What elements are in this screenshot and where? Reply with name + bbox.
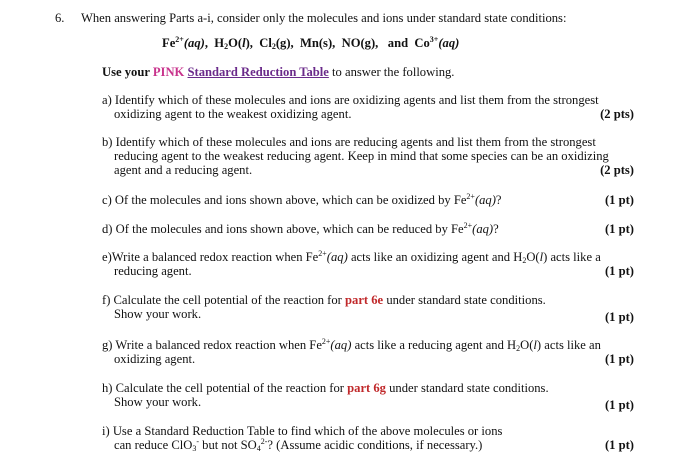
part-e-pre: e)Write a balanced redox reaction when Fe — [102, 250, 319, 264]
species-h2o-o: O( — [228, 36, 243, 50]
part-g-state: (aq) — [330, 338, 352, 352]
question-intro: When answering Parts a-i, consider only the molecules and ions under standard state conditions: — [81, 11, 567, 25]
part-b-line1: b) Identify which of these molecules and ions are reducing agents and list them from the strongest — [102, 135, 596, 149]
part-c-points: (1 pt) — [604, 193, 634, 207]
part-e-o: O( — [526, 250, 540, 264]
species-h2o-close: ), — [245, 36, 253, 50]
species-h2o-h: H — [214, 36, 225, 50]
part-e-line1 — [102, 250, 601, 264]
part-d-end: ? — [493, 222, 499, 236]
part-c-state: (aq) — [474, 193, 496, 207]
part-h-post: under standard state conditions. — [389, 381, 549, 395]
species-and: and — [387, 36, 409, 50]
part-e-sub: 2 — [522, 256, 527, 265]
part-b-points: (2 pts) — [600, 163, 634, 177]
part-a-points: (2 pts) — [600, 107, 634, 121]
species-cl: Cl — [259, 36, 272, 50]
instruction-line — [102, 65, 454, 79]
part-i-pre: can reduce ClO — [114, 438, 193, 452]
part-g-points: (1 pt) — [604, 352, 634, 366]
part-h-line1 — [102, 381, 549, 395]
instruction-table-link: Standard Reduction Table — [187, 65, 329, 79]
part-c-end: ? — [495, 193, 502, 207]
part-a-line2: oxidizing agent to the weakest oxidizing agent. — [114, 107, 352, 121]
part-i-sup1: - — [196, 437, 199, 446]
part-a-line1: a) Identify which of these molecules and ions are oxidizing agents and list them from the strongest — [102, 93, 599, 107]
part-i-sub2: 4 — [256, 444, 261, 453]
part-h-line2: Show your work. — [114, 395, 202, 409]
part-f-points: (1 pt) — [604, 310, 634, 324]
species-co-state: (aq) — [438, 36, 460, 50]
part-i-points: (1 pt) — [604, 438, 634, 452]
part-g-pre: g) Write a balanced redox reaction when Fe — [102, 338, 322, 352]
part-c-text — [102, 193, 502, 207]
part-g-sub: 2 — [516, 344, 521, 353]
instruction-suffix: to answer the following. — [332, 65, 455, 79]
part-i-mid: but not SO — [202, 438, 257, 452]
part-i-sub1: 3 — [192, 444, 197, 453]
part-f-ref: part 6e — [345, 293, 384, 307]
species-mn: Mn(s), — [299, 36, 336, 50]
part-e-charge: 2+ — [318, 249, 327, 258]
part-b-line2: reducing agent to the weakest reducing agent. Keep in mind that some species can be an oxidizing — [114, 149, 609, 163]
part-h-ref: part 6g — [347, 381, 386, 395]
part-c-charge: 2+ — [466, 192, 475, 201]
part-e-line2: reducing agent. — [114, 264, 192, 278]
part-e-points: (1 pt) — [604, 264, 634, 278]
species-fe-state: (aq) — [183, 36, 205, 50]
part-f-pre: f) Calculate the cell potential of the reaction for — [102, 293, 342, 307]
species-cl-state: (g), — [275, 36, 294, 50]
species-cl-sub: 2 — [271, 42, 276, 51]
part-b-line3: agent and a reducing agent. — [114, 163, 253, 177]
part-i-line1: i) Use a Standard Reduction Table to find which of the above molecules or ions — [102, 424, 503, 438]
part-g-mid: acts like a reducing agent and H — [354, 338, 517, 352]
part-c-question: c) Of the molecules and ions shown above, which can be oxidized by Fe — [102, 193, 467, 207]
part-i-line2 — [114, 438, 482, 452]
part-e-mid: acts like an oxidizing agent and H — [350, 250, 523, 264]
species-fe-charge: 2+ — [175, 35, 184, 44]
part-i-post: ? (Assume acidic conditions, if necessary.) — [267, 438, 483, 452]
part-h-points: (1 pt) — [604, 398, 634, 412]
question-number: 6. — [55, 11, 65, 25]
part-h-pre: h) Calculate the cell potential of the reaction for — [102, 381, 344, 395]
part-g-charge: 2+ — [321, 337, 331, 346]
part-e-state: (aq) — [326, 250, 348, 264]
instruction-prefix: Use your — [102, 65, 150, 79]
species-co: Co — [414, 36, 430, 50]
part-g-line1 — [102, 338, 601, 352]
part-i-sup2: 2- — [260, 437, 268, 446]
part-d-text — [102, 222, 499, 236]
instruction-pink: PINK — [152, 65, 185, 79]
part-d-state: (aq) — [472, 222, 494, 236]
species-list: $Fe^{2+}(aq)$, $H_2O(l)$, $Cl_2(g)$, Mn(s), NO(g), and $Co^{3+}(aq)$ — [162, 35, 460, 51]
part-d-points: (1 pt) — [604, 222, 634, 236]
species-h2o-sub: 2 — [224, 42, 229, 51]
part-g-post: ) acts like an — [536, 338, 601, 352]
part-f-line1 — [102, 293, 546, 307]
part-g-line2: oxidizing agent. — [114, 352, 196, 366]
part-f-line2: Show your work. — [114, 307, 202, 321]
part-f-post: under standard state conditions. — [386, 293, 546, 307]
species-no: NO(g), — [341, 36, 379, 50]
part-e-post: ) acts like a — [543, 250, 601, 264]
part-d-charge: 2+ — [463, 221, 473, 230]
species-co-charge: 3+ — [429, 35, 439, 44]
part-g-o: O( — [520, 338, 534, 352]
species-fe: Fe — [162, 36, 176, 50]
species-h2o-l: l — [242, 36, 246, 50]
part-d-question: d) Of the molecules and ions shown above, which can be reduced by Fe — [102, 222, 464, 236]
part-g-l: l — [533, 338, 537, 352]
part-e-l: l — [539, 250, 544, 264]
